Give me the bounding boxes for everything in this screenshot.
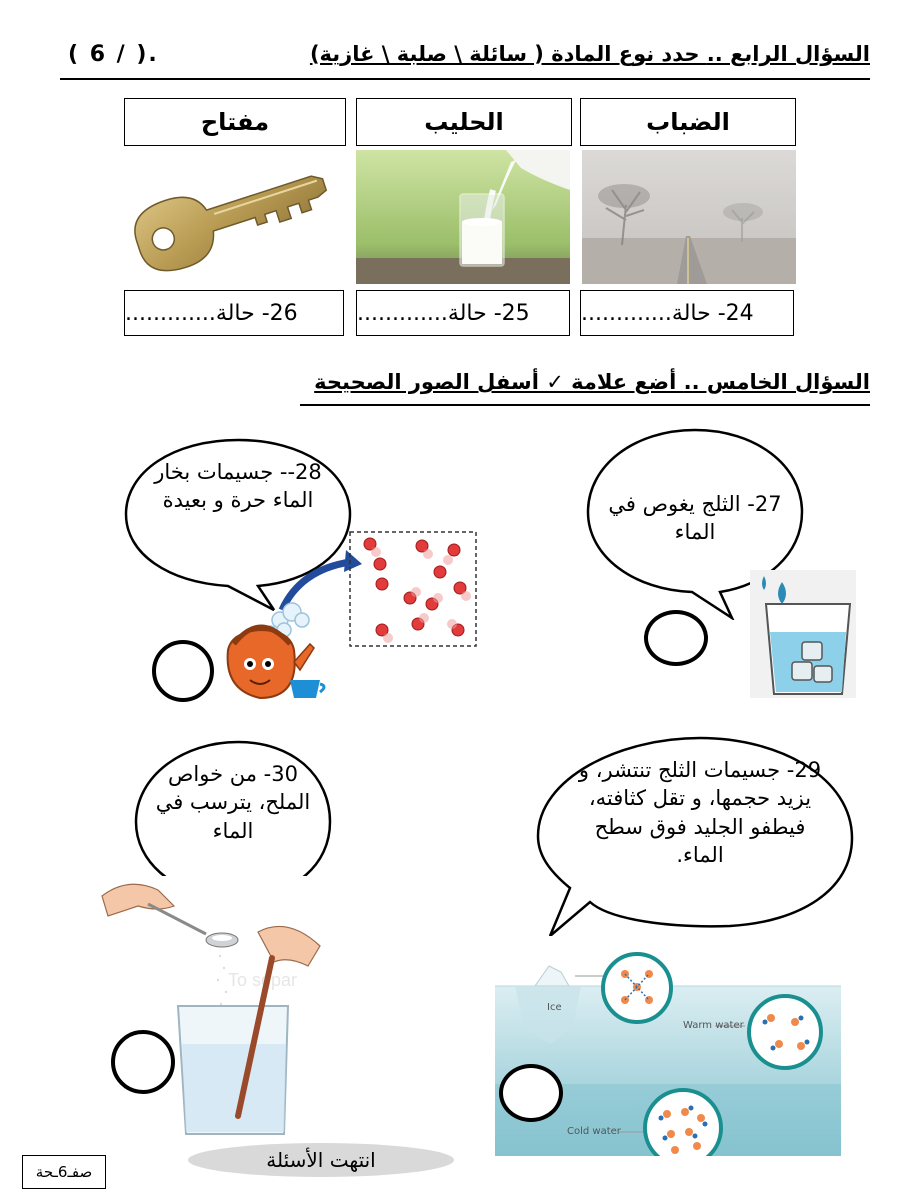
page-number-box: صفـ6ـحة: [22, 1155, 106, 1189]
question-4-header: [60, 40, 870, 80]
question-4-title: [310, 42, 870, 66]
statement-27: 27- الثلج يغوص في الماء: [608, 492, 782, 545]
question-4-label: السؤال الرابع ..: [706, 42, 870, 66]
item-name-key: مفتاح: [124, 98, 346, 146]
ice-in-glass-illustration: [750, 570, 856, 698]
statement-30: 30- من خواص الملح، يترسب في الماء: [155, 762, 311, 843]
key-photo: [124, 150, 344, 284]
answer-field-key[interactable]: 26- حالة.............: [124, 290, 344, 336]
warm-water-label: Warm water: [683, 1020, 744, 1031]
answer-circle-29[interactable]: [499, 1064, 563, 1122]
answer-field-fog[interactable]: 24- حالة.............: [580, 290, 794, 336]
question-4-text: حدد نوع المادة ( سائلة \ صلبة \ غازية): [309, 42, 707, 66]
question-5-title: [314, 370, 870, 394]
question-5-header: [300, 368, 870, 406]
answer-circle-30[interactable]: [111, 1030, 175, 1094]
item-name-fog: الضباب: [580, 98, 796, 146]
question-5-text: أضع علامة ✓ أسفل الصور الصحيحة: [314, 370, 684, 394]
cold-water-label: Cold water: [567, 1126, 621, 1137]
faded-caption-1: To separ: [228, 970, 298, 990]
answer-circle-27[interactable]: [644, 610, 708, 666]
statement-29: 29- جسيمات الثلج تنتشر، و يزيد حجمها، و تقل كثافته، فيطفو الجليد فوق سطح الماء.: [578, 758, 822, 868]
milk-photo: [356, 150, 570, 284]
kettle-steam-particles-illustration: [210, 520, 490, 710]
question-5-label: السؤال الخامس ..: [683, 370, 870, 394]
iceberg-water-molecules-diagram: [495, 936, 841, 1156]
answer-field-milk[interactable]: 25- حالة.............: [356, 290, 570, 336]
answer-circle-28[interactable]: [152, 640, 214, 702]
fog-photo: [582, 150, 796, 284]
salt-dissolving-beaker-illustration: [98, 876, 324, 1144]
statement-28: 28-- جسيمات بخار الماء حرة و بعيدة: [154, 460, 322, 513]
end-of-questions-label: انتهت الأسئلة: [188, 1143, 454, 1177]
item-name-milk: الحليب: [356, 98, 572, 146]
score-label: ( 6 / ).: [68, 42, 159, 67]
ice-label: Ice: [547, 1002, 562, 1013]
